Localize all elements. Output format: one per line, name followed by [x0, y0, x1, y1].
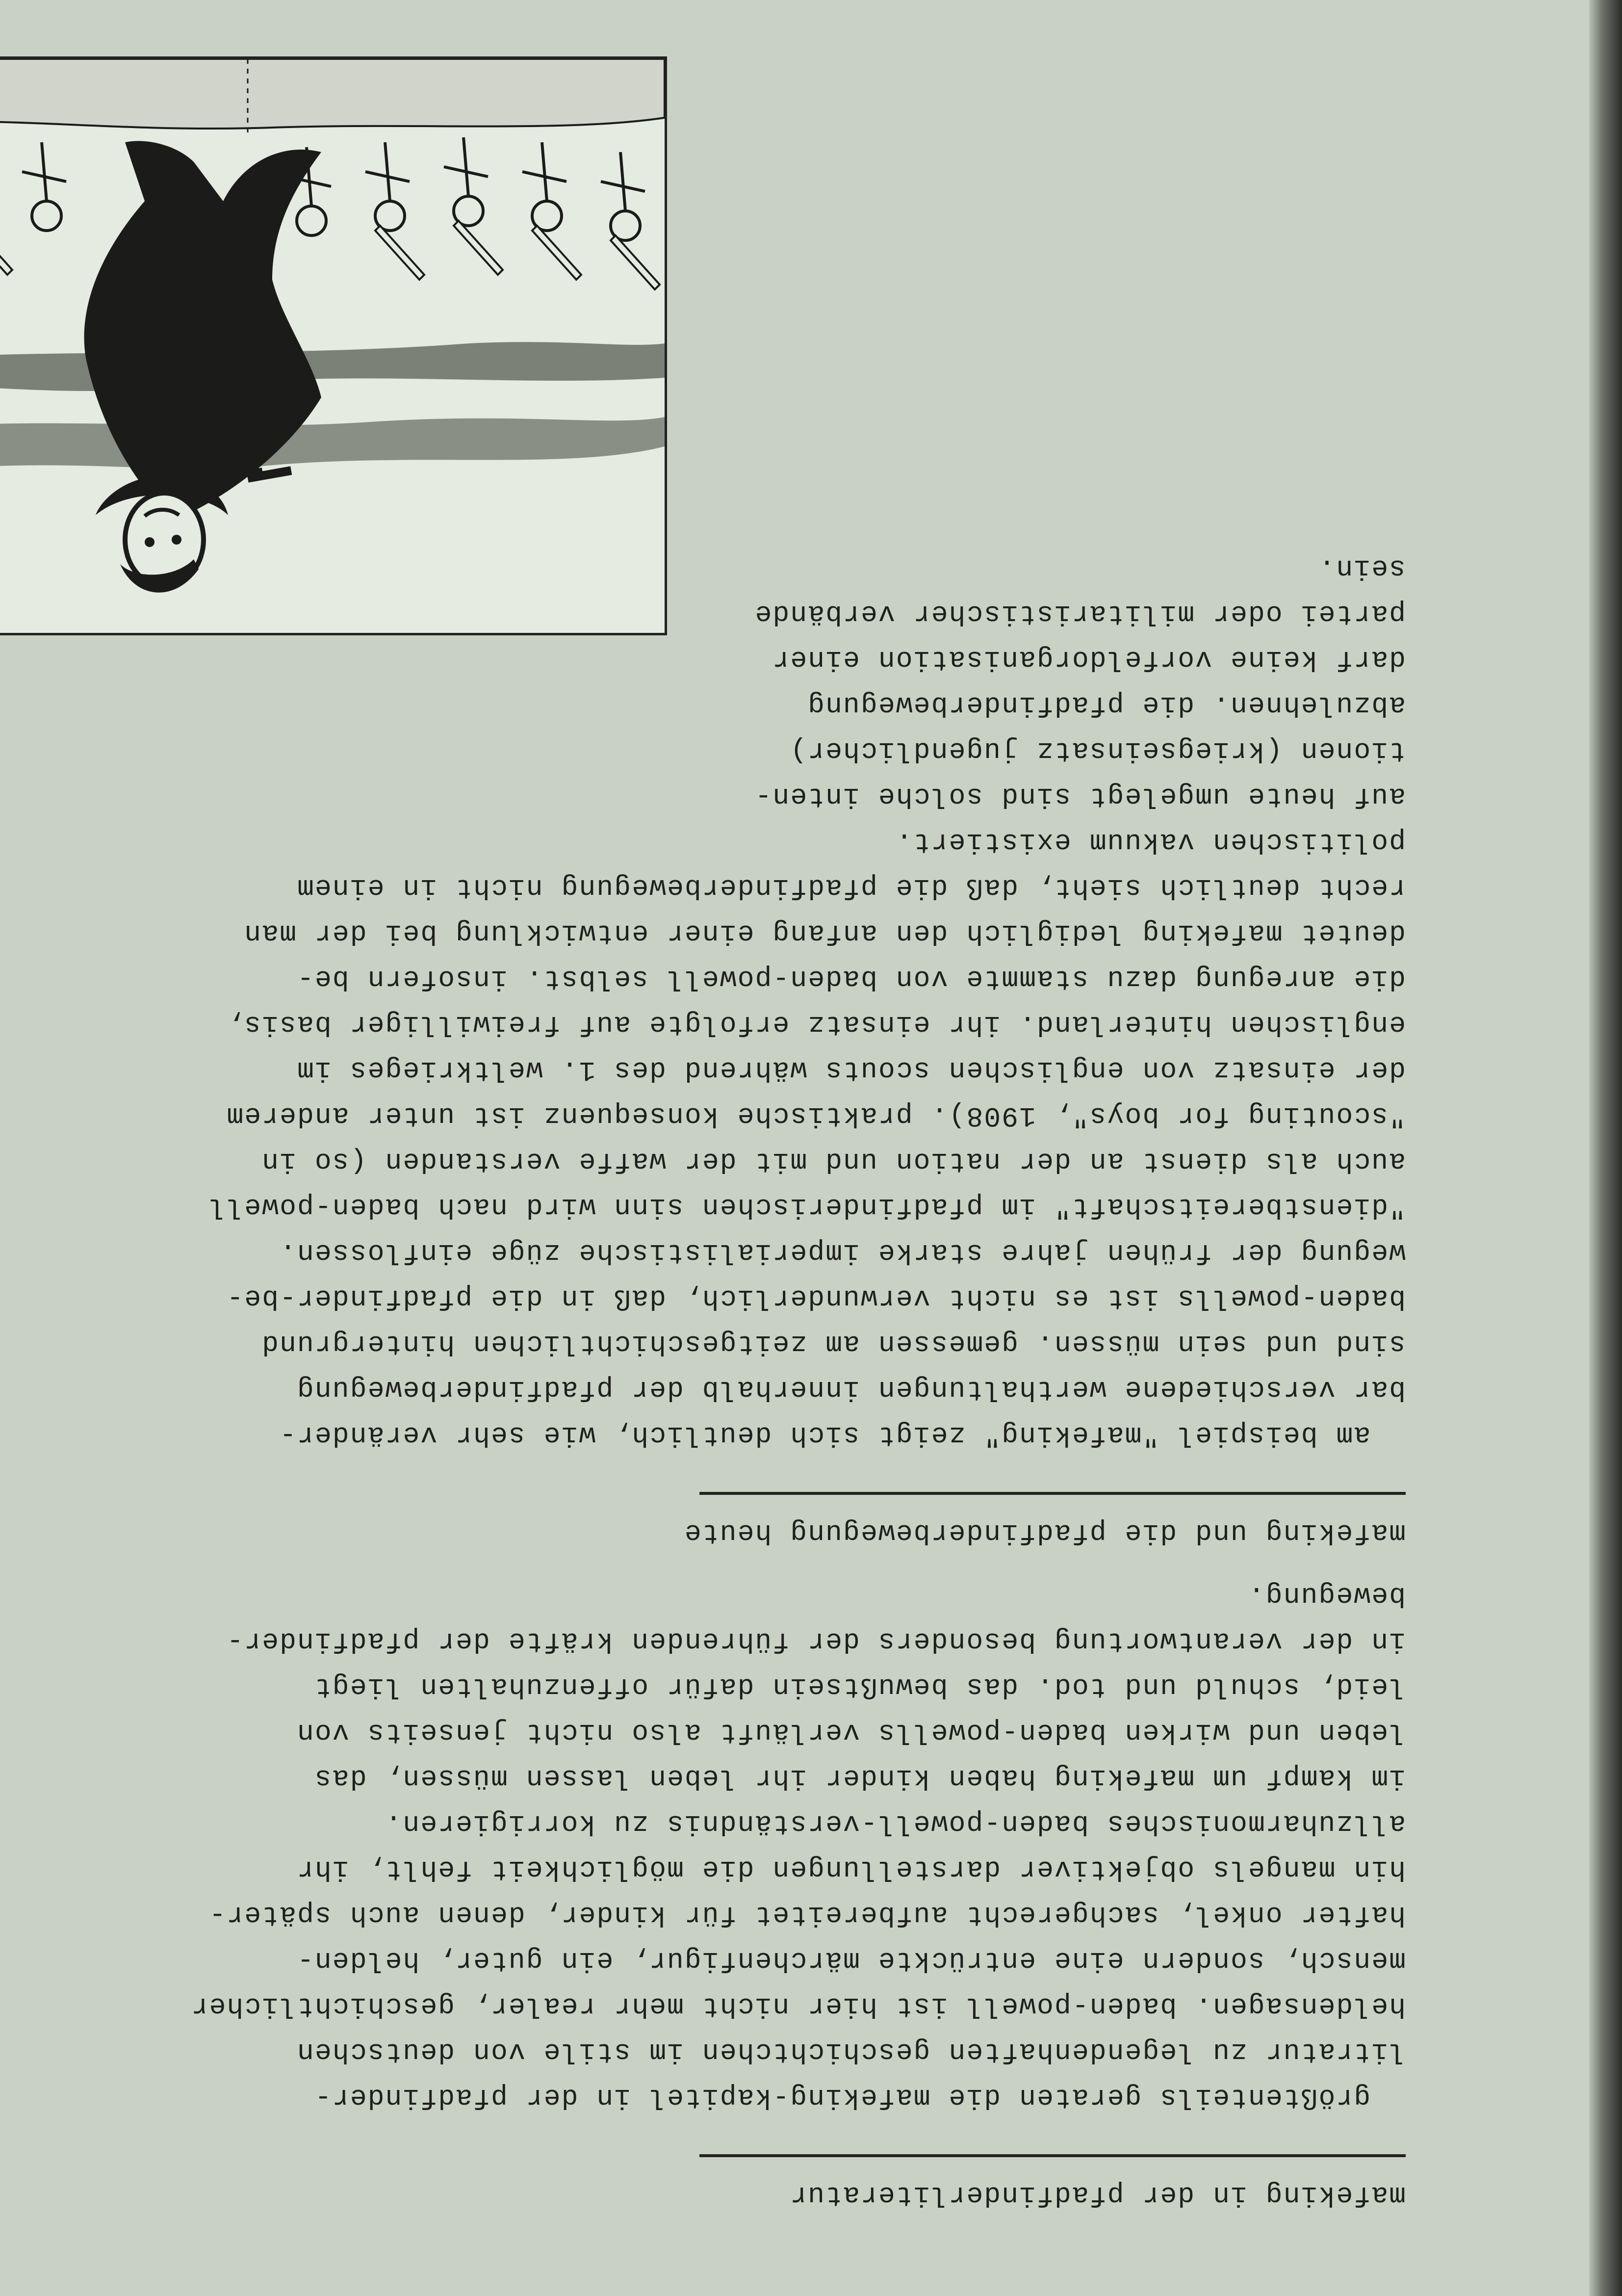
text-line: größtenteils geraten die mafeking-kapitel in der pfadfinder- [313, 2082, 1406, 2113]
caricature-figure-icon [0, 59, 665, 633]
section-heading-literature: mafeking in der pfadfinderliteratur [789, 2179, 1406, 2211]
text-line: allzuharmonisches baden-powell-verständnis zu korrigieren. [384, 1808, 1406, 1839]
text-line: englischen hinterland. ihr einsatz erfolgte auf freiwilliger basis, [226, 1009, 1406, 1040]
text-line: abzulehnen. die pfadfinderbewegung [807, 689, 1406, 721]
text-line: recht deutlich sieht, daß die pfadfinderbewegung nicht in einem [296, 872, 1406, 903]
text-line: "scouting for boys", 1908). praktische konsequenz ist unter anderem [226, 1100, 1406, 1131]
text-line: baden-powells ist es nicht verwunderlich, daß in die pfadfinder-be- [226, 1282, 1406, 1314]
text-line: auf heute umgelegt sind solche inten- [754, 781, 1406, 812]
text-line: bewegung. [1247, 1580, 1406, 1611]
text-line: auch als dienst an der nation und mit der waffe verstanden (so in [261, 1146, 1406, 1177]
text-line: deutet mafeking lediglich den anfang einer entwicklung bei der man [243, 917, 1406, 949]
text-line: leben und wirken baden-powells verläuft also nicht jenseits von [296, 1717, 1406, 1748]
text-line: sind und sein müssen. gemessen am zeitgeschichtlichen hintergrund [261, 1328, 1406, 1359]
heading-underline [699, 2154, 1406, 2157]
text-line: hin mangels objektiver darstellungen die möglichkeit fehlt, ihr [296, 1853, 1406, 1885]
text-line: heldensagen. baden-powell ist hier nicht mehr realer, geschichtlicher [190, 1990, 1406, 2022]
text-line: tionen (kriegseinsatz jugendlicher) [789, 735, 1406, 766]
text-line: leid, schuld und tod. das bewußtsein dafür offenzuhalten liegt [313, 1671, 1406, 1702]
text-line: im kampf um mafeking haben kinder ihr leben lassen müssen, das [313, 1762, 1406, 1794]
page-edge-shadow [1589, 0, 1622, 2296]
text-column [0, 545, 1406, 2218]
caricature-illustration [0, 56, 667, 635]
section-body-literature [0, 1572, 1406, 2120]
text-line: litratur zu legendenhaften geschichtchen im stile von deutschen [296, 2036, 1406, 2067]
heading-underline [699, 1492, 1406, 1495]
text-line: am beispiel "mafeking" zeigt sich deutlich, wie sehr veränder- [279, 1419, 1406, 1451]
text-line: "dienstbereitschaft" im pfadfinderischen sinn wird nach baden-powell [208, 1191, 1406, 1223]
text-line: politischen vakuum existiert. [895, 826, 1406, 858]
text-line: der einsatz von englischen scouts während des 1. weltkrieges im [296, 1054, 1406, 1086]
text-line: in der verantwortung besonders der führenden kräfte der pfadfinder- [226, 1625, 1406, 1657]
text-line: hafter onkel, sachgerecht aufbereitet für kinder, denen auch später- [208, 1899, 1406, 1931]
text-line: partei oder militaristischer verbände [754, 598, 1406, 629]
section-body-today [0, 545, 1406, 1458]
section-heading-today: mafeking und die pfadfinderbewegung heute [683, 1517, 1406, 1548]
text-line: sein. [1317, 552, 1406, 584]
text-line: darf keine vorfeldorganisation einer [772, 644, 1406, 675]
text-line: mensch, sondern eine entrückte märchenfigur, ein guter, helden- [296, 1945, 1406, 1976]
text-line: die anregung dazu stammte von baden-powell selbst. insofern be- [296, 963, 1406, 994]
text-line: wegung der frühen jahre starke imperialistische züge einflossen. [279, 1237, 1406, 1268]
text-line: bar verschiedene werthaltungen innerhalb der pfadfinderbewegung [296, 1374, 1406, 1405]
